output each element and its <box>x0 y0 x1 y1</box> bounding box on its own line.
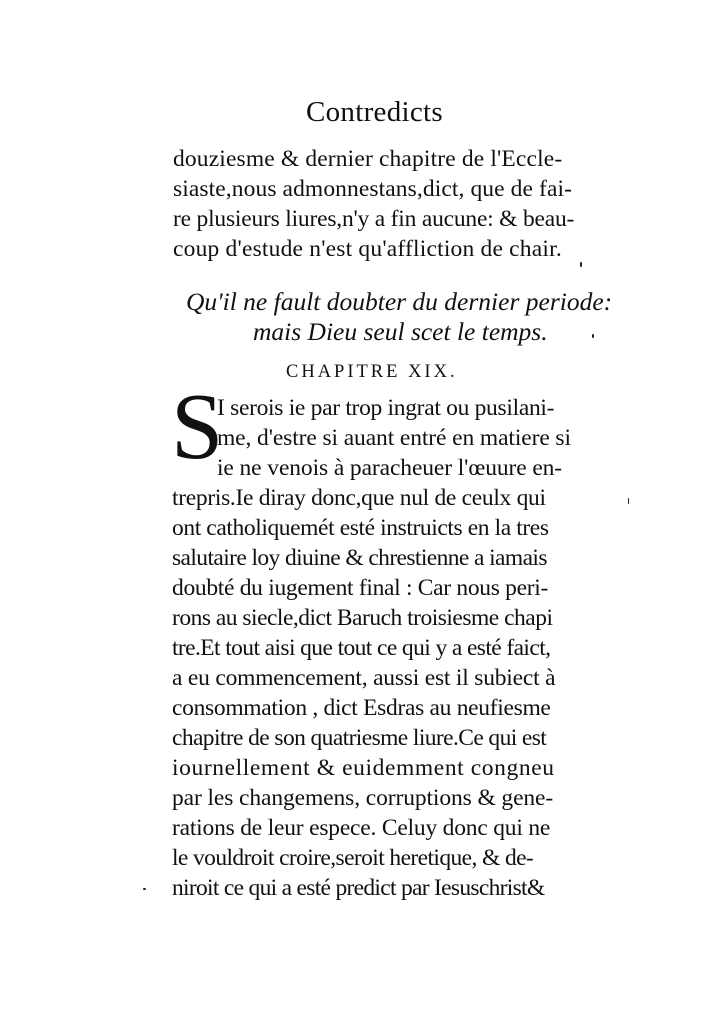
text-line: par les changemens, corruptions & gene- <box>172 785 554 811</box>
text-line: tre.Et tout aisi que tout ce qui y a esté faict, <box>172 635 551 661</box>
text-line: coup d'estude n'est qu'affliction de chair. <box>173 236 562 262</box>
chapter-title-line: Qu'il ne fault doubter du dernier periode: <box>186 287 613 316</box>
text-line: iournellement & euidemment congneu <box>172 755 555 781</box>
text-line: re plusieurs liures,n'y a fin aucune: & beau- <box>173 206 575 232</box>
text-line: niroit ce qui a esté predict par Iesuschrist& <box>172 875 545 901</box>
text-line: douziesme & dernier chapitre de l'Eccle- <box>173 146 563 172</box>
scan-speck <box>143 888 146 890</box>
chapter-title-line: mais Dieu seul scet le temps. <box>253 317 548 346</box>
text-line: trepris.Ie diray donc,que nul de ceulx qui <box>172 485 546 511</box>
text-line: I serois ie par trop ingrat ou pusilani- <box>217 395 555 421</box>
scan-speck <box>592 334 594 338</box>
scan-speck <box>580 262 582 267</box>
text-line: le vouldroit croire,seroit heretique, & de- <box>172 845 534 871</box>
text-line: me, d'estre si auant entré en matiere si <box>217 425 571 451</box>
drop-cap-initial: S <box>171 375 224 479</box>
text-line: doubté du iugement final : Car nous peri- <box>172 575 549 601</box>
scan-speck <box>628 498 629 504</box>
text-line: salutaire loy diuine & chrestienne a iamais <box>172 545 547 571</box>
text-line: consommation , dict Esdras au neufiesme <box>172 695 551 721</box>
chapter-heading: CHAPITRE XIX. <box>286 362 458 382</box>
text-line: rons au siecle,dict Baruch troisiesme chapi <box>172 605 553 631</box>
running-head: Contredicts <box>305 96 443 128</box>
text-line: chapitre de son quatriesme liure.Ce qui est <box>172 725 547 751</box>
text-line: siaste,nous admonnestans,dict, que de fai- <box>173 176 573 202</box>
text-line: ont catholiquemét esté instruicts en la tres <box>172 515 549 541</box>
text-line: a eu commencement, aussi est il subiect à <box>172 665 556 691</box>
text-line: rations de leur espece. Celuy donc qui ne <box>172 815 551 841</box>
text-line: ie ne venois à paracheuer l'œuure en- <box>217 455 563 481</box>
